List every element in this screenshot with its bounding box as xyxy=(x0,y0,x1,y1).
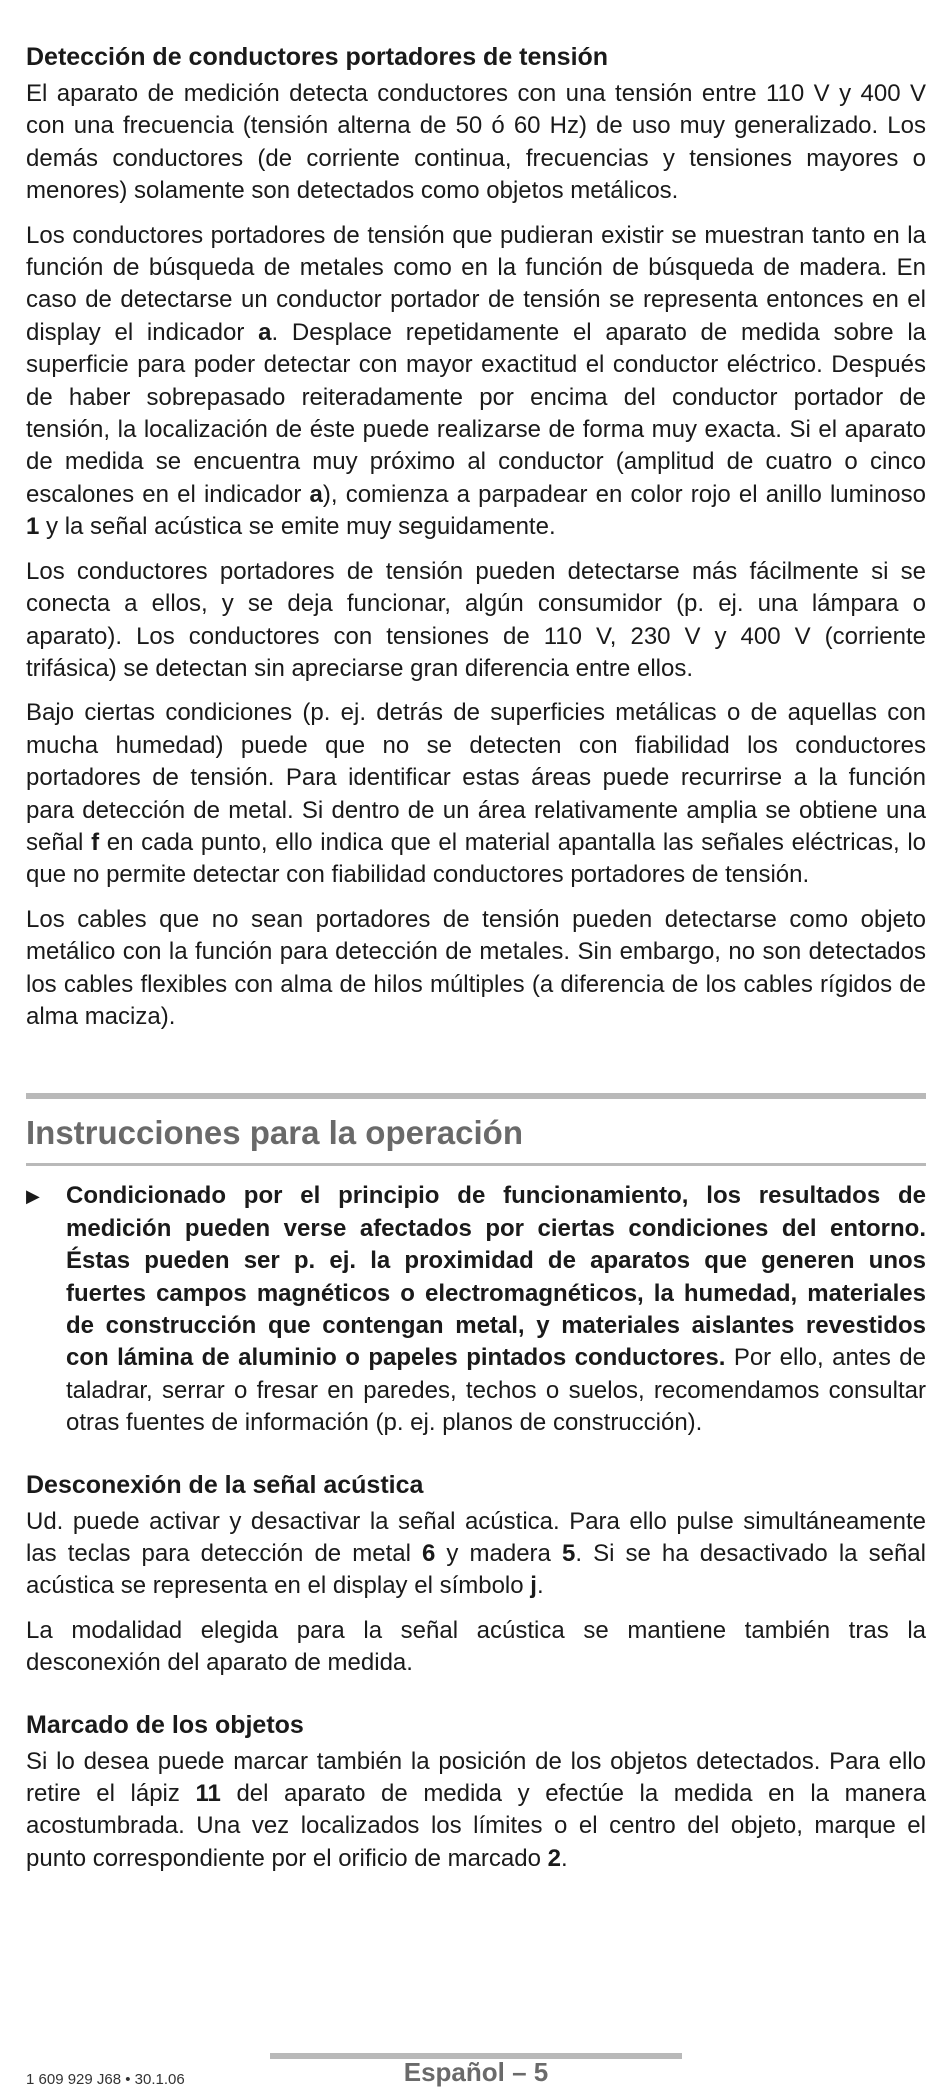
ref-11: 11 xyxy=(195,1780,221,1808)
ref-6: 6 xyxy=(422,1540,436,1568)
heading-beep-off: Desconexión de la señal acústica xyxy=(26,1470,424,1499)
ref-2: 2 xyxy=(547,1844,561,1872)
paragraph: El aparato de medición detecta conductores con una tensión entre 110 V y 400 V con una frecuencia (tensión alterna de 50 ó 60 Hz) de uso muy generalizado. Los demás conductores (de corriente continua, frecuencias y tensiones mayores o menores) solamente son detectados como objetos metálicos. xyxy=(26,80,926,205)
ref-5: 5 xyxy=(561,1540,576,1568)
paragraph: La modalidad elegida para la señal acústica se mantiene también tras la desconexión del aparato de medida. xyxy=(26,1616,926,1677)
document-page xyxy=(26,40,926,1887)
paragraph: Los conductores portadores de tensión que pudieran existir se muestran tanto en la función de búsqueda de metales como en la función de búsqueda de madera. En caso de detectarse un conductor portador de tensión se representa entonces en el display el indicador a. Desplace repetidamente el aparato de medida sobre la superficie para poder detectar con mayor exactitud el conductor eléctrico. Después de haber sobrepasado reiteradamente por encima del conductor portador de tensión, la localización de éste puede realizarse de forma muy exacta. Si el aparato de medida se encuentra muy próximo al conductor (amplitud de cuatro o cinco escalones en el indicador a), comienza a parpadear en color rojo el anillo luminoso 1 y la señal acústica se emite muy seguidamente. xyxy=(26,221,927,541)
heading-marking: Marcado de los objetos xyxy=(26,1710,304,1739)
ref-a: a xyxy=(258,318,272,346)
bullet-text: Condicionado por el principio de funcionamiento, los resultados de medición pueden verse afectados por ciertas condiciones del entorno. Éstas pueden ser p. ej. la proximidad de aparatos que generen unos fuertes campos magnéticos o electromagnéticos, la humedad, materiales de construcción que contengan metal, y materiales aislantes revestidos con lámina de aluminio o papeles pintados conductores. Por ello, antes de taladrar, serrar o fresar en paredes, techos o suelos, recomendamos consultar otras fuentes de información (p. ej. planos de construcción). xyxy=(66,1182,926,1437)
ref-a: a xyxy=(309,480,323,508)
document-code: 1 609 929 J68 • 30.1.06 xyxy=(26,2071,185,2088)
ref-f: f xyxy=(91,828,100,856)
ref-1: 1 xyxy=(26,513,40,541)
warning-bullet xyxy=(26,1180,926,1439)
section-rule xyxy=(26,1093,926,1099)
paragraph: Si lo desea puede marcar también la posición de los objetos detectados. Para ello retire el lápiz 11 del aparato de medida y efectúe la medida en la manera acostumbrada. Una vez localizados los límites o el centro del objeto, marque el punto correspondiente por el orificio de marcado 2. xyxy=(26,1747,926,1872)
heading-voltage-detection: Detección de conductores portadores de tensión xyxy=(26,43,609,71)
section-title-operation: Instrucciones para la operación xyxy=(26,1114,523,1152)
paragraph: Ud. puede activar y desactivar la señal acústica. Para ello pulse simultáneamente las teclas para detección de metal 6 y madera 5. Si se ha desactivado la señal acústica se representa en el display el símbolo j. xyxy=(26,1507,926,1600)
page-footer xyxy=(0,2053,950,2089)
triangle-bullet-icon: ▶ xyxy=(26,1186,40,1207)
ref-j: j xyxy=(530,1572,537,1600)
page-number: Español – 5 xyxy=(403,2057,549,2087)
paragraph: Los conductores portadores de tensión pueden detectarse más fácilmente si se conecta a ellos, y se deja funcionar, algún consumidor (p. ej. una lámpara o aparato). Los conductores con tensiones de 110 V, 230 V y 400 V (corriente trifásica) se detectan sin apreciarse gran diferencia entre ellos. xyxy=(26,557,926,682)
paragraph: Bajo ciertas condiciones (p. ej. detrás de superficies metálicas o de aquellas con mucha humedad) puede que no se detecten con fiabilidad los conductores portadores de tensión. Para identificar estas áreas puede recurrirse a la función para detección de metal. Si dentro de un área relativamente amplia se obtiene una señal f en cada punto, ello indica que el material apantalla las señales eléctricas, lo que no permite detectar con fiabilidad conductores portadores de tensión. xyxy=(26,699,926,889)
section-rule xyxy=(26,1163,926,1166)
paragraph: Los cables que no sean portadores de tensión pueden detectarse como objeto metálico con la función para detección de metales. Sin embargo, no son detectados los cables flexibles con alma de hilos múltiples (a diferencia de los cables rígidos de alma maciza). xyxy=(26,905,926,1030)
